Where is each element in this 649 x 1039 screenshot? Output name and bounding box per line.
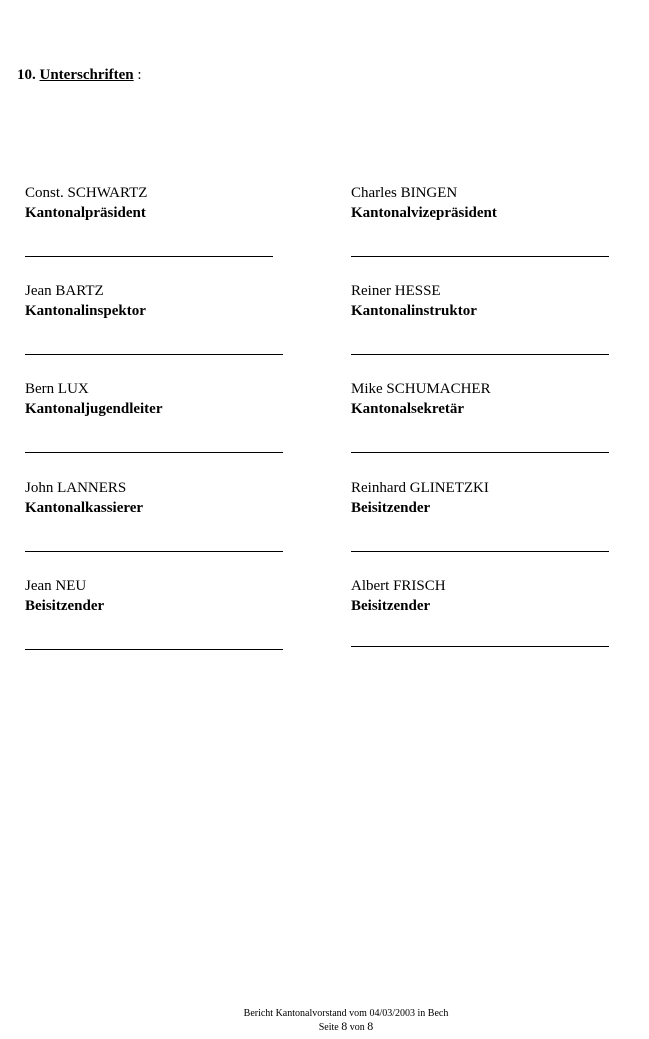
signatory-name: Charles BINGEN <box>351 185 458 201</box>
signatory-name: Bern LUX <box>25 381 89 397</box>
signature-block <box>25 478 295 518</box>
page-footer <box>0 1007 649 1034</box>
signatory-role: Beisitzender <box>351 500 431 516</box>
signatory-name: Reinhard GLINETZKI <box>351 480 489 496</box>
signature-line <box>25 256 273 257</box>
signatory-name: Jean BARTZ <box>25 283 104 299</box>
signature-block <box>351 379 621 419</box>
signature-block <box>25 576 295 616</box>
signatory-name: Mike SCHUMACHER <box>351 381 491 397</box>
signatory-name: Reiner HESSE <box>351 283 441 299</box>
signature-line <box>351 354 609 355</box>
signatory-role: Kantonaljugendleiter <box>25 401 163 417</box>
page-label: Seite <box>318 1022 339 1033</box>
signature-block <box>351 281 621 321</box>
signature-line <box>351 551 609 552</box>
signature-block <box>25 379 295 419</box>
section-heading <box>17 66 142 84</box>
section-number: 10. <box>17 67 36 83</box>
signatory-name: John LANNERS <box>25 480 127 496</box>
signatory-role: Beisitzender <box>351 598 431 614</box>
signatory-role: Kantonalinstruktor <box>351 303 477 319</box>
signatory-name: Jean NEU <box>25 578 87 594</box>
signature-line <box>25 649 283 650</box>
signatory-name: Const. SCHWARTZ <box>25 185 148 201</box>
signatory-role: Kantonalvizepräsident <box>351 205 497 221</box>
signatory-role: Beisitzender <box>25 598 105 614</box>
signature-line <box>351 646 609 647</box>
signature-line <box>351 256 609 257</box>
signature-block <box>351 183 621 223</box>
signatory-role: Kantonalpräsident <box>25 205 146 221</box>
signatory-name: Albert FRISCH <box>351 578 446 594</box>
signature-line <box>25 354 283 355</box>
page-current: 8 <box>341 1019 348 1033</box>
signatory-role: Kantonalkassierer <box>25 500 144 516</box>
footer-report-line: Bericht Kantonalvorstand vom 04/03/2003 in Bech <box>243 1008 449 1019</box>
signature-block <box>351 478 621 518</box>
section-title: Unterschriften <box>39 67 134 83</box>
page-total: 8 <box>367 1019 374 1033</box>
page-of: von <box>349 1022 365 1033</box>
signature-line <box>25 452 283 453</box>
signature-line <box>25 551 283 552</box>
section-suffix: : <box>137 67 142 83</box>
footer-page-number <box>0 1020 649 1034</box>
signatory-role: Kantonalsekretär <box>351 401 465 417</box>
signature-line <box>351 452 609 453</box>
signature-block <box>351 576 621 616</box>
signature-block <box>25 281 295 321</box>
signature-block <box>25 183 295 223</box>
signatory-role: Kantonalinspektor <box>25 303 146 319</box>
